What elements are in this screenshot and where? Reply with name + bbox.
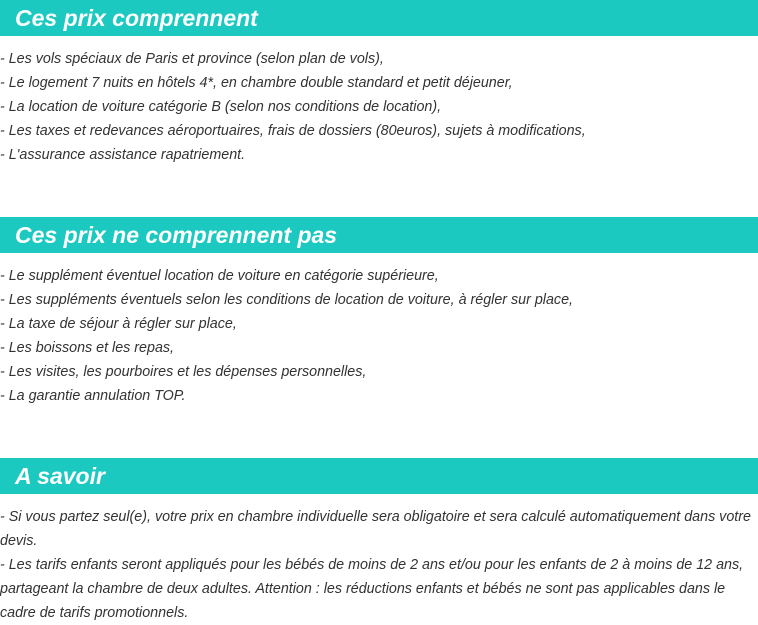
list-item: - L'assurance assistance rapatriement. <box>0 147 246 163</box>
section-title-not-included: Ces prix ne comprennent pas <box>0 217 758 253</box>
good-to-know-list <box>0 505 758 625</box>
list-item: - Les visites, les pourboires et les dépenses personnelles, <box>0 364 367 380</box>
list-item: - Si vous partez seul(e), votre prix en chambre individuelle sera obligatoire et sera calculé automatiquement dans votre devis. <box>0 509 751 549</box>
section-title-included: Ces prix comprennent <box>0 0 758 36</box>
list-item: - La location de voiture catégorie B (selon nos conditions de location), <box>0 99 442 115</box>
list-item: - Les boissons et les repas, <box>0 340 175 356</box>
list-item: - La taxe de séjour à régler sur place, <box>0 316 237 332</box>
list-item: - Les vols spéciaux de Paris et province (selon plan de vols), <box>0 51 384 67</box>
section-not-included <box>0 217 758 408</box>
list-item: - Les taxes et redevances aéroportuaires, frais de dossiers (80euros), sujets à modifications, <box>0 123 586 139</box>
list-item: - Les suppléments éventuels selon les conditions de location de voiture, à régler sur place, <box>0 292 573 308</box>
section-title-good-to-know: A savoir <box>0 458 758 494</box>
list-item: - Le supplément éventuel location de voiture en catégorie supérieure, <box>0 268 439 284</box>
included-list <box>0 47 758 167</box>
not-included-list <box>0 264 758 408</box>
list-item: - Le logement 7 nuits en hôtels 4*, en chambre double standard et petit déjeuner, <box>0 75 513 91</box>
list-item: - Les tarifs enfants seront appliqués pour les bébés de moins de 2 ans et/ou pour les enfants de 2 à moins de 12 ans, partageant la chambre de deux adultes. Attention : les réductions enfants et bébés ne sont pas applicables dans le cadre de tarifs promotionnels. <box>0 557 744 621</box>
section-included <box>0 0 758 167</box>
section-good-to-know <box>0 458 758 625</box>
list-item: - La garantie annulation TOP. <box>0 388 186 404</box>
